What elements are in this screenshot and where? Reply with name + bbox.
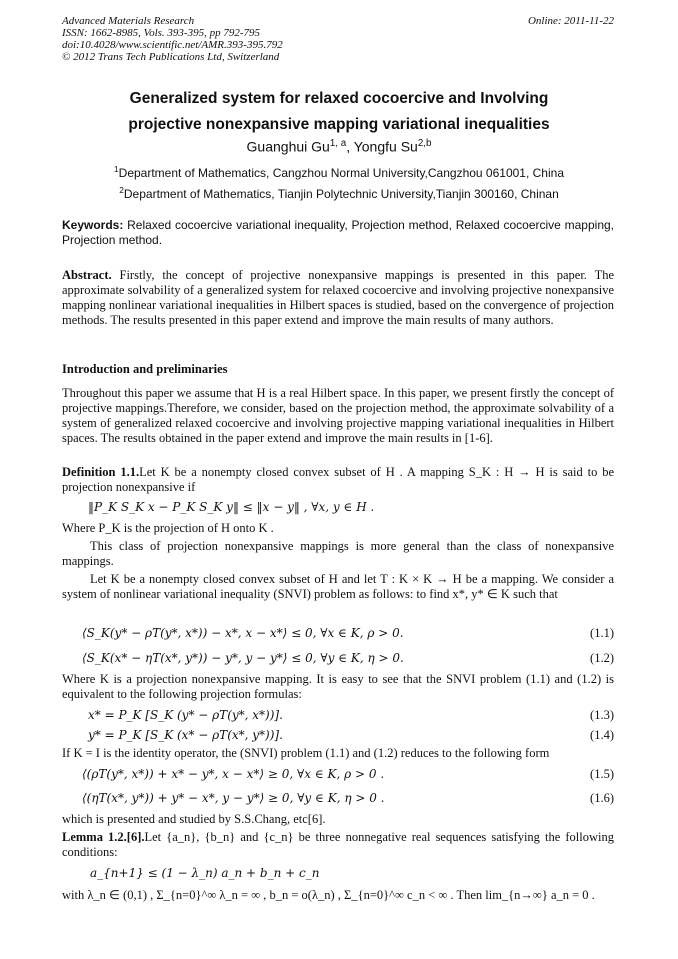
section-heading: Introduction and preliminaries	[62, 362, 228, 376]
definition-label: Definition 1.1.	[62, 465, 140, 479]
lemma-text: Let {a_n}, {b_n} and {c_n} be three nonnegative real sequences satisfying the following conditions:	[62, 830, 614, 859]
definition-text: Let K be a nonempty closed convex subset of H . A mapping S_K : H → H is said to be projection nonexpansive if	[62, 465, 614, 494]
equation-1-2: ⟨S_K(x* − ηT(x*, y*)) − y*, y − y*⟩ ≤ 0, ∀y ∈ K, η > 0.	[82, 651, 404, 665]
keywords-label: Keywords:	[62, 218, 124, 232]
equation-1-1: ⟨S_K(y* − ρT(y*, x*)) − x*, x − x*⟩ ≤ 0, ∀x ∈ K, ρ > 0.	[82, 626, 404, 640]
affiliation-1-sup: 1	[113, 164, 119, 174]
equation-1-4: y* = P_K [S_K (x* − ρT(x*, y*))].	[88, 728, 283, 742]
lemma-1-2	[62, 830, 614, 860]
equation-1-4-number: (1.4)	[590, 728, 614, 742]
issn-line: ISSN: 1662-8985, Vols. 393-395, pp 792-795	[62, 27, 260, 39]
lemma-label: Lemma 1.2.[6].	[62, 830, 145, 844]
author-2-sup: 2,b	[417, 138, 432, 149]
affiliation-1	[40, 164, 638, 180]
equation-1-2-number: (1.2)	[590, 651, 614, 665]
title-line-1: Generalized system for relaxed cocoercive and Involving	[129, 90, 549, 107]
equation-1-6-number: (1.6)	[590, 791, 614, 805]
title-line-2: projective nonexpansive mapping variational inequalities	[128, 116, 550, 133]
equation-1-1-number: (1.1)	[590, 626, 614, 640]
journal-name: Advanced Materials Research	[62, 15, 195, 27]
class-text: This class of projection nonexpansive mappings is more general than the class of nonexpansive mappings.	[62, 539, 614, 568]
abstract	[62, 268, 614, 328]
equation-1-3-number: (1.3)	[590, 708, 614, 722]
where-pk-text: Where P_K is the projection of H onto K .	[62, 521, 274, 535]
lemma-inequality: a_{n+1} ≤ (1 − λ_n) a_n + b_n + c_n	[90, 866, 320, 880]
definition-equation: ‖P_K S_K x − P_K S_K y‖ ≤ ‖x − y‖ , ∀x, y ∈ H .	[88, 500, 375, 514]
author-1: Guanghui Gu	[246, 138, 330, 155]
if-text: If K = I is the identity operator, the (SNVI) problem (1.1) and (1.2) reduces to the following form	[62, 746, 550, 760]
let-text: Let K be a nonempty closed convex subset of H and let T : K × K → H be a mapping. We consider a system of nonlinear variational inequality (SNVI) problem as follows: to find x*, y* ∈ K such that	[62, 572, 614, 601]
paper-title	[40, 86, 638, 138]
definition-1-1	[62, 465, 614, 495]
equation-1-5-number: (1.5)	[590, 767, 614, 781]
copyright-line: © 2012 Trans Tech Publications Ltd, Switzerland	[62, 51, 280, 63]
keywords	[62, 218, 614, 248]
which-text: which is presented and studied by S.S.Chang, etc[6].	[62, 812, 326, 826]
journal-header	[62, 15, 283, 63]
abstract-label: Abstract.	[62, 268, 112, 282]
affiliation-2-sup: 2	[119, 185, 124, 195]
affiliation-2	[40, 185, 638, 201]
doi-line: doi:10.4028/www.scientific.net/AMR.393-395.792	[62, 39, 283, 51]
abstract-text: Firstly, the concept of projective nonexpansive mappings is presented in this paper. The approximate solvability of a generalized system for relaxed cocoercive and involving projective nonexpansive mapping nonlinear variational inequalities in Hilbert spaces is studied, based on the convergence of projection methods. The results presented in this paper extend and improve the main results of many authors.	[62, 268, 614, 327]
keywords-text: Relaxed cocoercive variational inequality, Projection method, Relaxed cocoercive mapping, Projection method.	[62, 218, 614, 247]
affiliation-1-text: Department of Mathematics, Cangzhou Normal University,Cangzhou 061001, China	[118, 166, 564, 180]
equation-1-6: ⟨(ηT(x*, y*)) + y* − x*, y − y*⟩ ≥ 0, ∀y ∈ K, η > 0 .	[82, 791, 385, 805]
equation-1-5: ⟨(ρT(y*, x*)) + x* − y*, x − x*⟩ ≥ 0, ∀x ∈ K, ρ > 0 .	[82, 767, 385, 781]
author-1-sup: 1, a	[329, 138, 347, 149]
intro-paragraph: Throughout this paper we assume that H is a real Hilbert space. In this paper, we present firstly the concept of projective mappings.Therefore, we consider, based on the projection method, the approximate solvability of a system of generalized relaxed cocoercive and involving projective mapping variational inequalities in Hilbert spaces. The results obtained in the paper extend and improve the main results in [1-6].	[62, 386, 614, 445]
author-list: Guanghui Gu$^{1, a}$, Yongfu Su$^{2,b}$	[246, 138, 432, 155]
equation-1-3: x* = P_K [S_K (y* − ρT(y*, x*))].	[88, 708, 283, 722]
lemma-conditions: with λ_n ∈ (0,1) , Σ_{n=0}^∞ λ_n = ∞ , b_n = o(λ_n) , Σ_{n=0}^∞ c_n < ∞ . Then lim_{n→∞} a_n = 0 .	[62, 888, 595, 902]
affiliation-2-text: Department of Mathematics, Tianjin Polytechnic University,Tianjin 300160, Chinan	[123, 187, 559, 201]
online-date: Online: 2011-11-22	[527, 15, 614, 27]
author-2: Yongfu Su	[353, 138, 418, 155]
where-k-text: Where K is a projection nonexpansive mapping. It is easy to see that the SNVI problem (1.1) and (1.2) is equivalent to the following projection formulas:	[62, 672, 614, 701]
